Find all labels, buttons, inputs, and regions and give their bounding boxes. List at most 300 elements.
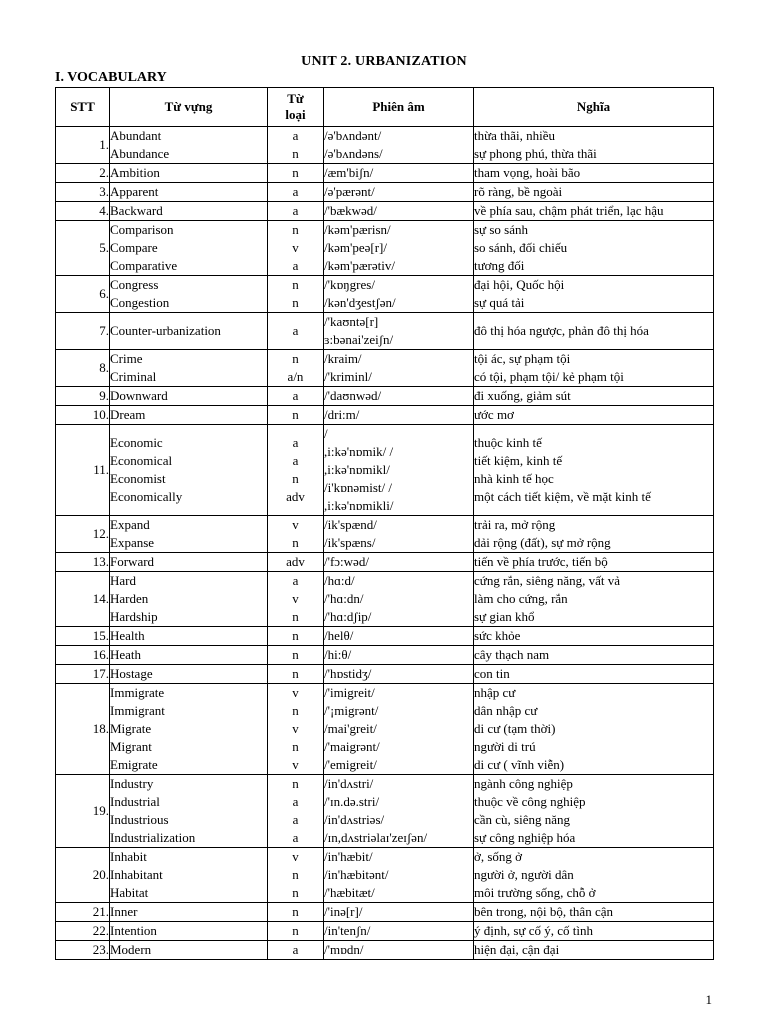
table-row: [56, 665, 714, 684]
pos-cell: [268, 572, 324, 627]
part-of-speech: v: [292, 685, 299, 700]
table-row: [56, 313, 714, 350]
vocab-word: Inner: [110, 904, 138, 919]
row-number: 23.: [56, 941, 110, 960]
meaning-cell: [474, 127, 714, 164]
vocab-word: Crime: [110, 351, 143, 366]
part-of-speech: a: [292, 388, 299, 403]
row-number: 21.: [56, 903, 110, 922]
part-of-speech: n: [292, 776, 299, 791]
row-number: 6.: [56, 276, 110, 313]
vocab-word: Inhabitant: [110, 867, 163, 882]
pos-cell: [268, 221, 324, 276]
row-number: 4.: [56, 202, 110, 221]
vocab-word: Abundance: [110, 146, 170, 161]
row-number: 2.: [56, 164, 110, 183]
meaning-cell: [474, 848, 714, 903]
meaning: di cư ( vĩnh viễn): [474, 757, 565, 772]
vocab-word: Heath: [110, 647, 142, 662]
pronunciation: /: [324, 426, 328, 441]
document-title: UNIT 2. URBANIZATION: [301, 54, 467, 69]
table-row: [56, 684, 714, 775]
ipa-cell: [324, 941, 474, 960]
meaning-cell: [474, 164, 714, 183]
part-of-speech: v: [292, 721, 299, 736]
meaning: cây thạch nam: [474, 647, 550, 662]
part-of-speech: n: [292, 471, 299, 486]
vocab-word: Immigrant: [110, 703, 165, 718]
row-number: 15.: [56, 627, 110, 646]
meaning: tiết kiệm, kinh tế: [474, 453, 563, 468]
pronunciation: /'ɪn.də.stri/: [324, 794, 380, 809]
vocab-word: Industrialization: [110, 830, 196, 845]
word-cell: [110, 276, 268, 313]
vocab-word: Industrial: [110, 794, 160, 809]
vocabulary-table: [55, 87, 714, 960]
row-number: 7.: [56, 313, 110, 350]
pronunciation: /in'dʌstriəs/: [324, 812, 385, 827]
vocab-word: Hostage: [110, 666, 153, 681]
meaning: nhà kinh tế học: [474, 471, 554, 486]
ipa-cell: [324, 553, 474, 572]
part-of-speech: n: [292, 165, 299, 180]
word-cell: [110, 941, 268, 960]
pronunciation: /'kriminl/: [324, 369, 372, 384]
meaning-cell: [474, 684, 714, 775]
meaning-cell: [474, 313, 714, 350]
vocab-word: Intention: [110, 923, 157, 938]
meaning: đại hội, Quốc hội: [474, 277, 565, 292]
word-cell: [110, 221, 268, 276]
meaning: sự gian khổ: [474, 609, 535, 624]
pronunciation: /ik'spæns/: [324, 535, 376, 550]
meaning: di cư (tạm thời): [474, 721, 556, 736]
vocab-word: Economical: [110, 453, 173, 468]
vocab-word: Modern: [110, 942, 152, 957]
word-cell: [110, 516, 268, 553]
ipa-cell: [324, 221, 474, 276]
ipa-cell: [324, 406, 474, 425]
meaning: sự so sánh: [474, 222, 528, 237]
vocab-word: Expanse: [110, 535, 155, 550]
table-row: [56, 627, 714, 646]
pronunciation: /in'tenʃn/: [324, 923, 371, 938]
part-of-speech: a: [292, 323, 299, 338]
vocab-word: Economically: [110, 489, 183, 504]
vocab-word: Habitat: [110, 885, 149, 900]
row-number: 22.: [56, 922, 110, 941]
table-row: [56, 941, 714, 960]
vocab-word: Industry: [110, 776, 154, 791]
pronunciation: /'kɒŋgres/: [324, 277, 375, 292]
vocab-word: Downward: [110, 388, 168, 403]
pronunciation: /hi:θ/: [324, 647, 352, 662]
meaning: nhập cư: [474, 685, 516, 700]
part-of-speech: n: [292, 666, 299, 681]
ipa-cell: [324, 922, 474, 941]
meaning: so sánh, đối chiếu: [474, 240, 568, 255]
part-of-speech: n: [292, 295, 299, 310]
pronunciation: /ik'spænd/: [324, 517, 377, 532]
table-row: [56, 848, 714, 903]
part-of-speech: a: [292, 812, 299, 827]
pos-cell: [268, 665, 324, 684]
pos-cell: [268, 903, 324, 922]
row-number: 18.: [56, 684, 110, 775]
pronunciation: /helθ/: [324, 628, 354, 643]
meaning-cell: [474, 903, 714, 922]
vocab-word: Economic: [110, 435, 163, 450]
pronunciation: /'kaʊntə[r]: [324, 314, 379, 329]
word-cell: [110, 903, 268, 922]
part-of-speech: a: [292, 453, 299, 468]
part-of-speech: a: [292, 573, 299, 588]
part-of-speech: n: [292, 609, 299, 624]
part-of-speech: n: [292, 739, 299, 754]
vocab-word: Industrious: [110, 812, 169, 827]
meaning-cell: [474, 922, 714, 941]
part-of-speech: n: [292, 222, 299, 237]
pronunciation: /kraim/: [324, 351, 362, 366]
part-of-speech: a: [292, 830, 299, 845]
part-of-speech: n: [292, 146, 299, 161]
vocab-word: Emigrate: [110, 757, 158, 772]
meaning-cell: [474, 387, 714, 406]
pronunciation: /kəm'pærisn/: [324, 222, 391, 237]
pos-cell: [268, 646, 324, 665]
meaning: tương đối: [474, 258, 525, 273]
ipa-cell: [324, 684, 474, 775]
row-number: 9.: [56, 387, 110, 406]
part-of-speech: a: [292, 258, 299, 273]
part-of-speech: a: [292, 184, 299, 199]
pos-cell: [268, 516, 324, 553]
table-row: [56, 425, 714, 516]
row-number: 3.: [56, 183, 110, 202]
vocab-word: Compare: [110, 240, 158, 255]
meaning: người ở, người dân: [474, 867, 574, 882]
vocab-word: Counter-urbanization: [110, 323, 221, 338]
ipa-cell: [324, 350, 474, 387]
part-of-speech: v: [292, 517, 299, 532]
table-row: [56, 127, 714, 164]
header-meaning: Nghĩa: [474, 88, 714, 127]
table-row: [56, 164, 714, 183]
ipa-cell: [324, 775, 474, 848]
meaning: sự công nghiệp hóa: [474, 830, 576, 845]
vocab-word: Migrant: [110, 739, 152, 754]
table-row: [56, 387, 714, 406]
row-number: 20.: [56, 848, 110, 903]
pos-cell: [268, 922, 324, 941]
header-word: Từ vựng: [110, 88, 268, 127]
vocab-word: Congestion: [110, 295, 170, 310]
pos-cell: [268, 553, 324, 572]
pos-cell: [268, 848, 324, 903]
meaning-cell: [474, 350, 714, 387]
table-row: [56, 775, 714, 848]
meaning-cell: [474, 425, 714, 516]
pos-cell: [268, 775, 324, 848]
table-row: [56, 350, 714, 387]
table-row: [56, 406, 714, 425]
table-row: [56, 183, 714, 202]
ipa-cell: [324, 665, 474, 684]
part-of-speech: n: [292, 277, 299, 292]
part-of-speech: v: [292, 240, 299, 255]
pronunciation: /'hɑ:dʃip/: [324, 609, 372, 624]
word-cell: [110, 646, 268, 665]
meaning: dải rộng (đất), sự mở rộng: [474, 535, 611, 550]
pos-cell: [268, 941, 324, 960]
pos-cell: [268, 425, 324, 516]
pronunciation: /kən'dʒestʃən/: [324, 295, 396, 310]
ipa-cell: [324, 202, 474, 221]
part-of-speech: v: [292, 849, 299, 864]
meaning: con tin: [474, 666, 510, 681]
meaning: đi xuống, giảm sút: [474, 388, 571, 403]
meaning-cell: [474, 775, 714, 848]
meaning-cell: [474, 202, 714, 221]
pronunciation: /æm'biʃn/: [324, 165, 374, 180]
word-cell: [110, 572, 268, 627]
page-number: 1: [705, 992, 712, 1007]
vocab-word: Harden: [110, 591, 149, 606]
meaning: tiến về phía trước, tiến bộ: [474, 554, 608, 569]
vocab-word: Congress: [110, 277, 159, 292]
part-of-speech: a: [292, 203, 299, 218]
table-row: [56, 516, 714, 553]
pos-cell: [268, 183, 324, 202]
pos-cell: [268, 313, 324, 350]
meaning: thuộc kinh tế: [474, 435, 542, 450]
header-stt: STT: [56, 88, 110, 127]
part-of-speech: a/n: [287, 369, 304, 384]
row-number: 13.: [56, 553, 110, 572]
pronunciation: /'mɒdn/: [324, 942, 364, 957]
meaning: đô thị hóa ngược, phản đô thị hóa: [474, 323, 649, 338]
pos-cell: [268, 164, 324, 183]
pronunciation: /'hɑ:dn/: [324, 591, 364, 606]
meaning: cứng rắn, siêng năng, vất vả: [474, 573, 621, 588]
meaning-cell: [474, 572, 714, 627]
part-of-speech: a: [292, 435, 299, 450]
meaning: sức khỏe: [474, 628, 521, 643]
pronunciation: /'¡migrənt/: [324, 703, 379, 718]
part-of-speech: n: [292, 647, 299, 662]
word-cell: [110, 350, 268, 387]
part-of-speech: n: [292, 923, 299, 938]
word-cell: [110, 164, 268, 183]
pronunciation: /dri:m/: [324, 407, 360, 422]
pronunciation: /ɪn,dʌstriəlaɪ'zeɪʃən/: [324, 830, 428, 845]
vocab-word: Inhabit: [110, 849, 147, 864]
part-of-speech: adv: [286, 554, 305, 569]
part-of-speech: v: [292, 757, 299, 772]
part-of-speech: n: [292, 904, 299, 919]
row-number: 19.: [56, 775, 110, 848]
ipa-cell: [324, 848, 474, 903]
vocab-word: Expand: [110, 517, 150, 532]
table-row: [56, 553, 714, 572]
pronunciation: ,i:kə'nɒmikl/: [324, 462, 390, 477]
part-of-speech: a: [292, 942, 299, 957]
meaning-cell: [474, 221, 714, 276]
ipa-cell: [324, 164, 474, 183]
meaning-cell: [474, 516, 714, 553]
ipa-cell: [324, 183, 474, 202]
pos-cell: [268, 127, 324, 164]
pronunciation: /'fɔ:wəd/: [324, 554, 369, 569]
meaning: có tội, phạm tội/ kẻ phạm tội: [474, 369, 624, 384]
table-row: [56, 922, 714, 941]
part-of-speech: n: [292, 351, 299, 366]
meaning: cần cù, siêng năng: [474, 812, 571, 827]
meaning: thừa thãi, nhiều: [474, 128, 556, 143]
ipa-cell: [324, 387, 474, 406]
ipa-cell: [324, 313, 474, 350]
meaning: rõ ràng, bề ngoài: [474, 184, 563, 199]
pronunciation: /'maigrənt/: [324, 739, 380, 754]
pronunciation: /ə'pærənt/: [324, 184, 375, 199]
table-row: [56, 903, 714, 922]
vocab-word: Comparative: [110, 258, 178, 273]
meaning: ngành công nghiệp: [474, 776, 573, 791]
vocab-word: Ambition: [110, 165, 160, 180]
ipa-cell: [324, 627, 474, 646]
meaning-cell: [474, 406, 714, 425]
pronunciation: /'hæbitæt/: [324, 885, 375, 900]
meaning: tội ác, sự phạm tội: [474, 351, 571, 366]
word-cell: [110, 425, 268, 516]
pos-cell: [268, 406, 324, 425]
vocab-word: Abundant: [110, 128, 162, 143]
ipa-cell: [324, 903, 474, 922]
meaning: người di trú: [474, 739, 536, 754]
word-cell: [110, 202, 268, 221]
word-cell: [110, 406, 268, 425]
row-number: 5.: [56, 221, 110, 276]
ipa-cell: [324, 276, 474, 313]
pronunciation: /ə'bʌndəns/: [324, 146, 383, 161]
meaning-cell: [474, 665, 714, 684]
row-number: 17.: [56, 665, 110, 684]
ipa-cell: [324, 572, 474, 627]
row-number: 14.: [56, 572, 110, 627]
part-of-speech: v: [292, 591, 299, 606]
meaning-cell: [474, 646, 714, 665]
table-row: [56, 276, 714, 313]
pronunciation: ɜ:bənai'zeiʃn/: [324, 332, 394, 347]
ipa-cell: [324, 425, 474, 516]
pronunciation: /in'dʌstri/: [324, 776, 374, 791]
meaning: tham vọng, hoài bão: [474, 165, 581, 180]
part-of-speech: n: [292, 867, 299, 882]
header-ipa: Phiên âm: [324, 88, 474, 127]
meaning: ở, sống ở: [474, 849, 523, 864]
meaning: môi trường sống, chỗ ở: [474, 885, 596, 900]
pronunciation: /kəm'peə[r]/: [324, 240, 387, 255]
part-of-speech: n: [292, 703, 299, 718]
row-number: 11.: [56, 425, 110, 516]
word-cell: [110, 922, 268, 941]
vocab-word: Forward: [110, 554, 155, 569]
part-of-speech: n: [292, 885, 299, 900]
part-of-speech: a: [292, 794, 299, 809]
table-row: [56, 221, 714, 276]
word-cell: [110, 775, 268, 848]
table-row: [56, 646, 714, 665]
meaning-cell: [474, 941, 714, 960]
meaning-cell: [474, 627, 714, 646]
meaning: trải ra, mở rộng: [474, 517, 556, 532]
pos-cell: [268, 387, 324, 406]
meaning: bên trong, nội bộ, thân cận: [474, 904, 613, 919]
vocab-word: Hard: [110, 573, 136, 588]
word-cell: [110, 183, 268, 202]
pronunciation: /'daʊnwəd/: [324, 388, 382, 403]
ipa-cell: [324, 646, 474, 665]
word-cell: [110, 684, 268, 775]
meaning: sự phong phú, thừa thãi: [474, 146, 597, 161]
word-cell: [110, 127, 268, 164]
pronunciation: /'hɒstidʒ/: [324, 666, 372, 681]
pronunciation: /hɑ:d/: [324, 573, 355, 588]
word-cell: [110, 313, 268, 350]
pos-cell: [268, 350, 324, 387]
pos-cell: [268, 202, 324, 221]
row-number: 1.: [56, 127, 110, 164]
pronunciation: /ə'bʌndənt/: [324, 128, 382, 143]
meaning-cell: [474, 276, 714, 313]
table-header-row: [56, 88, 714, 127]
pos-cell: [268, 627, 324, 646]
row-number: 16.: [56, 646, 110, 665]
vocab-word: Immigrate: [110, 685, 165, 700]
meaning-cell: [474, 553, 714, 572]
table-row: [56, 572, 714, 627]
pronunciation: /i'kɒnəmist/ /: [324, 480, 393, 495]
pronunciation: /kəm'pærətiv/: [324, 258, 395, 273]
vocab-word: Dream: [110, 407, 146, 422]
pronunciation: /'inə[r]/: [324, 904, 363, 919]
pronunciation: /mai'greit/: [324, 721, 377, 736]
meaning: một cách tiết kiệm, về mặt kinh tế: [474, 489, 651, 504]
pronunciation: ,i:kə'nɒmikli/: [324, 498, 394, 513]
part-of-speech: n: [292, 407, 299, 422]
part-of-speech: adv: [286, 489, 305, 504]
meaning: ý định, sự cố ý, cố tình: [474, 923, 593, 938]
part-of-speech: a: [292, 128, 299, 143]
pos-cell: [268, 684, 324, 775]
meaning: thuộc về công nghiệp: [474, 794, 586, 809]
meaning: ước mơ: [474, 407, 514, 422]
pronunciation: /'bækwəd/: [324, 203, 377, 218]
meaning-cell: [474, 183, 714, 202]
meaning: hiện đại, cận đại: [474, 942, 560, 957]
vocab-word: Economist: [110, 471, 166, 486]
word-cell: [110, 665, 268, 684]
vocab-word: Comparison: [110, 222, 174, 237]
meaning: làm cho cứng, rắn: [474, 591, 568, 606]
meaning: dân nhập cư: [474, 703, 538, 718]
word-cell: [110, 848, 268, 903]
ipa-cell: [324, 516, 474, 553]
row-number: 10.: [56, 406, 110, 425]
pronunciation: /in'hæbit/: [324, 849, 373, 864]
table-row: [56, 202, 714, 221]
vocab-word: Health: [110, 628, 145, 643]
